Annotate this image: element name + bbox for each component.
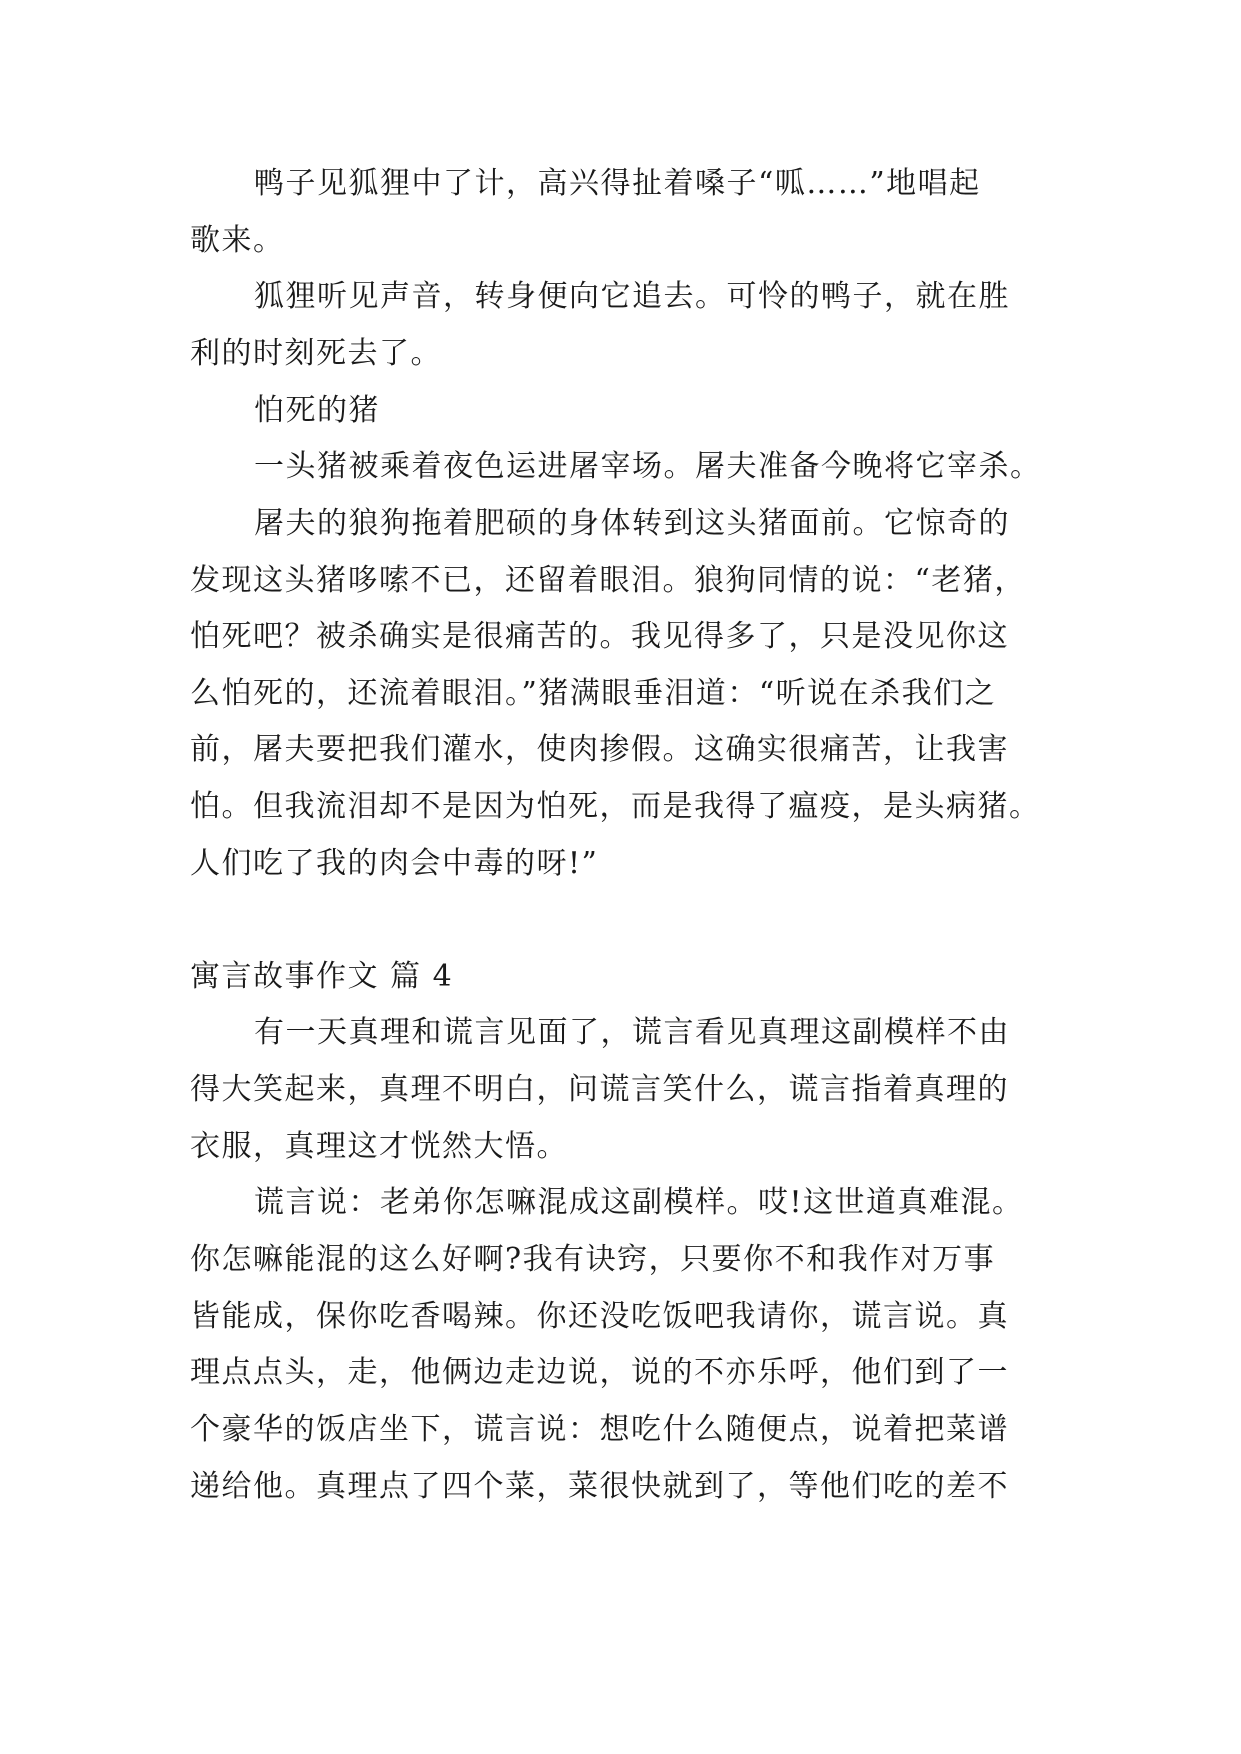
text-line: 递给他。真理点了四个菜，菜很快就到了，等他们吃的差不 (190, 1469, 1009, 1504)
text-line: 人们吃了我的肉会中毒的呀!” (190, 846, 599, 881)
text-line: 有一天真理和谎言见面了，谎言看见真理这副模样不由 (254, 1015, 1010, 1050)
text-line: 屠夫的狼狗拖着肥硕的身体转到这头猪面前。它惊奇的 (254, 506, 1010, 541)
text-line: 理点点头，走，他俩边走边说，说的不亦乐呼，他们到了一 (190, 1355, 1009, 1390)
text-line: 利的时刻死去了。 (190, 336, 442, 371)
text-line: 怕。但我流泪却不是因为怕死，而是我得了瘟疫，是头病猪。 (190, 789, 1041, 824)
text-line: 得大笑起来，真理不明白，问谎言笑什么，谎言指着真理的 (190, 1072, 1009, 1107)
text-line: 怕死吧？被杀确实是很痛苦的。我见得多了，只是没见你这 (190, 619, 1009, 654)
text-line: 皆能成，保你吃香喝辣。你还没吃饭吧我请你，谎言说。真 (190, 1299, 1009, 1334)
text-line: 衣服，真理这才恍然大悟。 (190, 1129, 568, 1164)
text-line: 歌来。 (190, 223, 285, 258)
text-line: 么怕死的，还流着眼泪。”猪满眼垂泪道：“听说在杀我们之 (190, 676, 997, 711)
text-line: 鸭子见狐狸中了计，高兴得扯着嗓子“呱……”地唱起 (254, 166, 981, 201)
text-line: 前，屠夫要把我们灌水，使肉掺假。这确实很痛苦，让我害 (190, 732, 1009, 767)
text-line: 你怎嘛能混的这么好啊?我有诀窍，只要你不和我作对万事 (190, 1242, 996, 1277)
text-line: 狐狸听见声音，转身便向它追去。可怜的鸭子，就在胜 (254, 279, 1010, 314)
text-line: 谎言说：老弟你怎嘛混成这副模样。哎!这世道真难混。 (254, 1185, 1024, 1220)
text-line: 个豪华的饭店坐下，谎言说：想吃什么随便点，说着把菜谱 (190, 1412, 1009, 1447)
story-title: 怕死的猪 (254, 393, 380, 428)
text-line: 发现这头猪哆嗦不已，还留着眼泪。狼狗同情的说：“老猪， (190, 563, 1026, 598)
section-heading: 寓言故事作文 篇 4 (190, 959, 454, 994)
text-line: 一头猪被乘着夜色运进屠宰场。屠夫准备今晚将它宰杀。 (254, 449, 1042, 484)
